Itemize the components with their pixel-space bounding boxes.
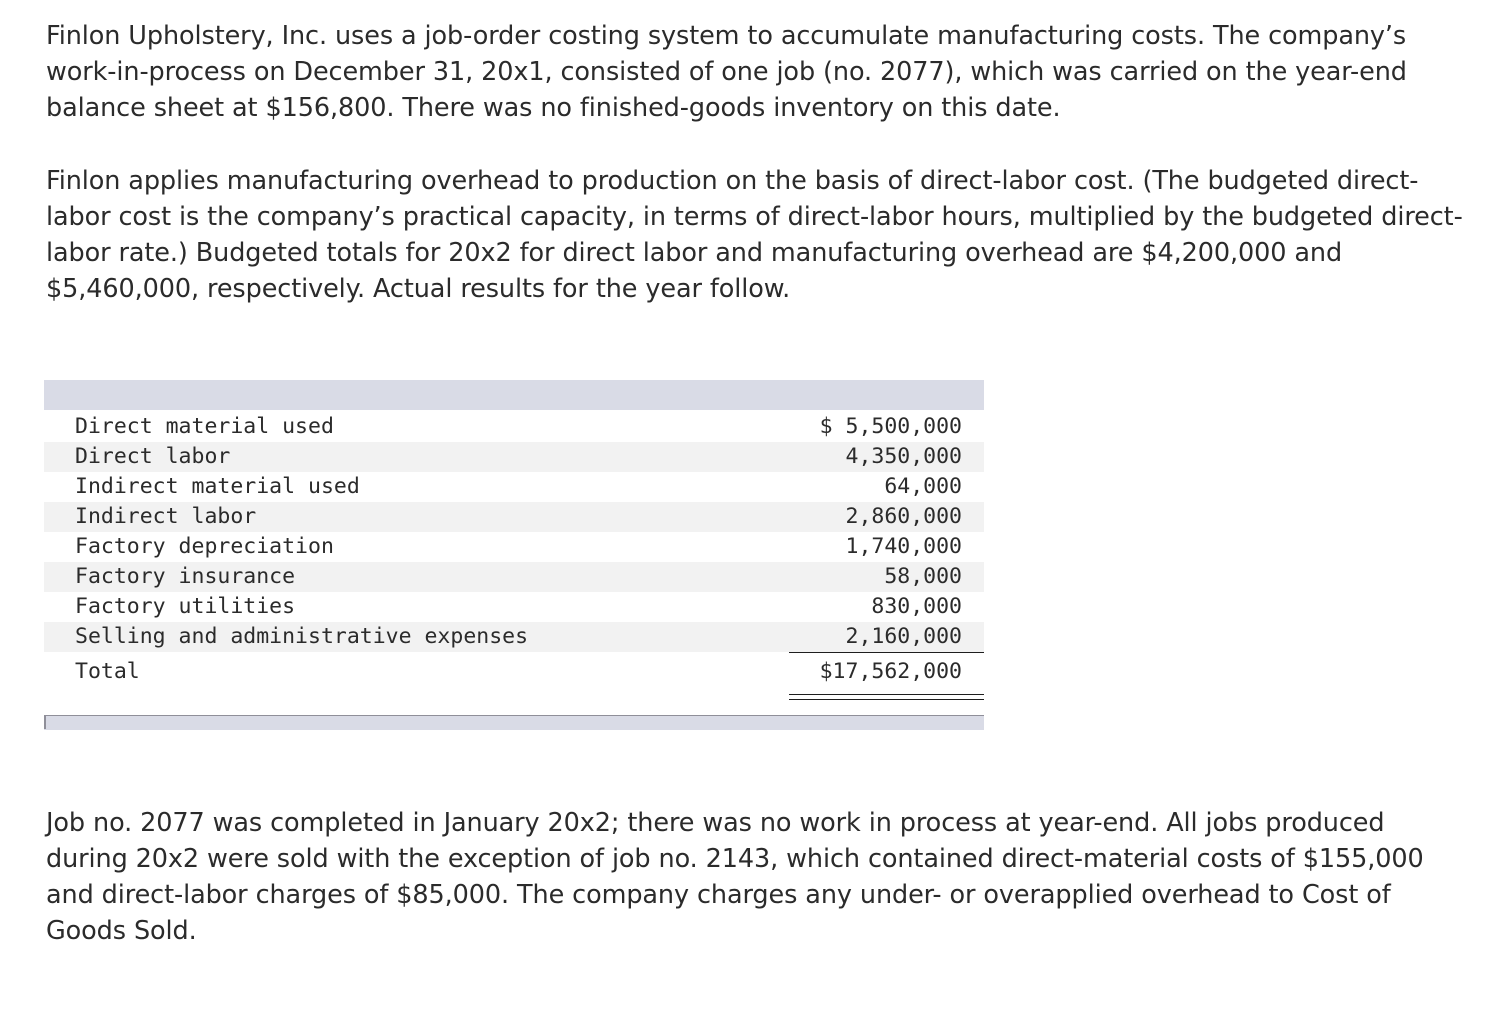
total-label: Total xyxy=(75,659,140,684)
row-amount: 2,860,000 xyxy=(845,504,962,529)
row-label: Indirect labor xyxy=(75,504,257,529)
table-row xyxy=(44,532,984,562)
row-amount: 1,740,000 xyxy=(845,534,962,559)
row-amount: 64,000 xyxy=(884,474,962,499)
table-body xyxy=(44,412,984,692)
closing-paragraph: Job no. 2077 was completed in January 20x2; there was no work in process at year-end. All jobs produced during 20x2 were sold with the exception of job no. 2143, which contained direct-material costs of $155,000 and direct-labor charges of $85,000. The company charges any under- or overapplied overhead to Cost of Goods Sold. xyxy=(46,808,1424,946)
table-row xyxy=(44,592,984,622)
overhead-paragraph: Finlon applies manufacturing overhead to production on the basis of direct-labor cost. (The budgeted direct-labor cost is the company’s practical capacity, in terms of direct-labor hours, multiplied by the budgeted direct-labor rate.) Budgeted totals for 20x2 for direct labor and manufacturing overhead are $4,200,000 and $5,460,000, respectively. Actual results for the year follow. xyxy=(46,166,1463,304)
intro-paragraph: Finlon Upholstery, Inc. uses a job-order costing system to accumulate manufacturing costs. The company’s work-in-process on December 31, 20x1, consisted of one job (no. 2077), which was carried on the year-end balance sheet at $156,800. There was no finished-goods inventory on this date. xyxy=(46,21,1407,123)
row-label: Factory utilities xyxy=(75,594,296,619)
table-row xyxy=(44,562,984,592)
row-amount: 830,000 xyxy=(871,594,962,619)
table-row xyxy=(44,472,984,502)
table-footer-bar xyxy=(44,715,984,730)
row-label: Selling and administrative expenses xyxy=(75,624,529,649)
table-row xyxy=(44,412,984,442)
row-label: Direct labor xyxy=(75,444,231,469)
row-amount: $ 5,500,000 xyxy=(819,414,962,439)
subtotal-rule xyxy=(789,652,984,653)
table-header-bar xyxy=(44,380,984,410)
row-amount: 58,000 xyxy=(884,564,962,589)
total-row xyxy=(44,652,984,692)
table-footer-edge xyxy=(44,715,46,729)
row-label: Factory insurance xyxy=(75,564,296,589)
table-row xyxy=(44,502,984,532)
total-amount: $17,562,000 xyxy=(819,659,962,684)
row-label: Indirect material used xyxy=(75,474,360,499)
row-label: Factory depreciation xyxy=(75,534,334,559)
actual-results-table xyxy=(44,380,984,730)
row-amount: 4,350,000 xyxy=(845,444,962,469)
total-double-rule xyxy=(789,694,984,700)
row-amount: 2,160,000 xyxy=(845,624,962,649)
row-label: Direct material used xyxy=(75,414,334,439)
table-row xyxy=(44,622,984,652)
table-row xyxy=(44,442,984,472)
